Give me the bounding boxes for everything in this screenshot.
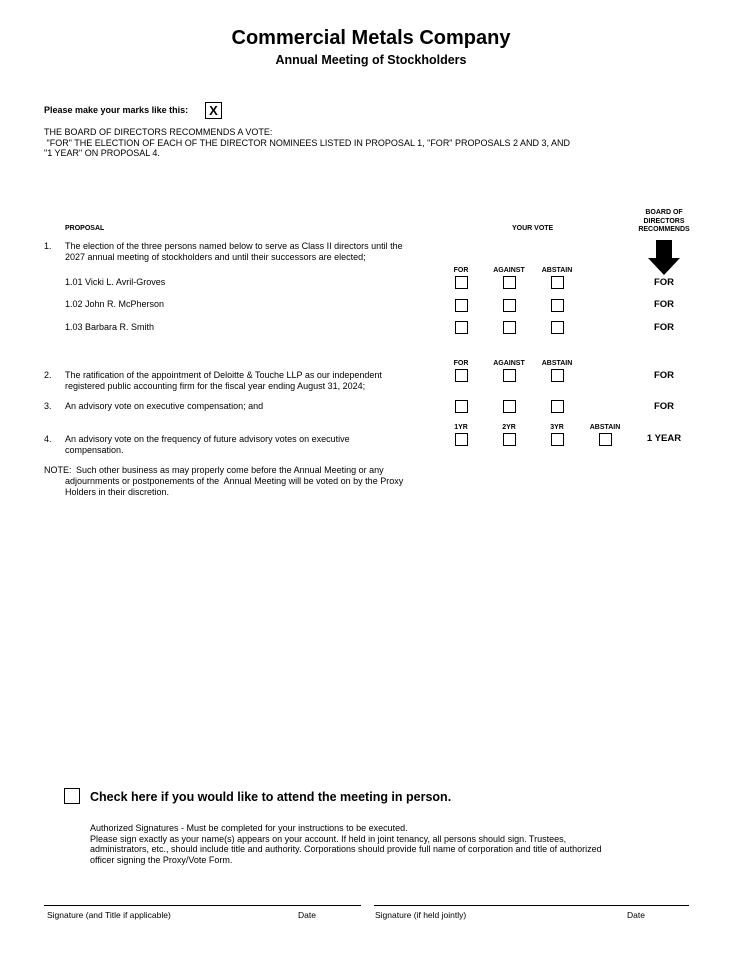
option-label-abstain: ABSTAIN bbox=[541, 360, 573, 367]
proposal-number: 4. bbox=[44, 434, 52, 444]
proposal-line: compensation. bbox=[65, 445, 124, 455]
proposal-4-2yr-checkbox[interactable] bbox=[503, 433, 516, 446]
recommendation-line: THE BOARD OF DIRECTORS RECOMMENDS A VOTE: bbox=[44, 127, 273, 137]
note-line: Such other business as may properly come before the Annual Meeting or any bbox=[76, 465, 384, 475]
board-recommendation-value: FOR bbox=[653, 370, 675, 381]
board-header-line: RECOMMENDS bbox=[638, 226, 690, 233]
note-line: Holders in their discretion. bbox=[65, 487, 170, 497]
board-recommendation-value: FOR bbox=[653, 277, 675, 288]
proposal-4-abstain-checkbox[interactable] bbox=[599, 433, 612, 446]
date-label: Date bbox=[298, 910, 316, 920]
signature-line[interactable] bbox=[44, 905, 361, 906]
authorized-line: administrators, etc., should include title and authority. Corporations should provide full name of corporation and title of authorized bbox=[90, 844, 602, 854]
board-recommendation-value: FOR bbox=[653, 299, 675, 310]
signature-label: Signature (and Title if applicable) bbox=[47, 910, 171, 920]
proposal-line: registered public accounting firm for the fiscal year ending August 31, 2024; bbox=[65, 381, 366, 391]
option-label-abstain: ABSTAIN bbox=[541, 267, 573, 274]
board-header-line: DIRECTORS bbox=[643, 217, 685, 225]
board-recommendation-value: 1 YEAR bbox=[646, 433, 682, 444]
nominee-3-abstain-checkbox[interactable] bbox=[551, 321, 564, 334]
proposal-number: 2. bbox=[44, 370, 52, 380]
proposal-4-text bbox=[65, 434, 350, 456]
marks-instruction: Please make your marks like this: bbox=[44, 105, 189, 115]
attend-meeting-checkbox[interactable] bbox=[64, 788, 80, 804]
nominee-2-for-checkbox[interactable] bbox=[455, 299, 468, 312]
nominee-1-for-checkbox[interactable] bbox=[455, 276, 468, 289]
proposal-2-text bbox=[65, 370, 382, 392]
proposal-2-abstain-checkbox[interactable] bbox=[551, 369, 564, 382]
example-mark-box: X bbox=[205, 102, 222, 119]
board-header-line: BOARD OF bbox=[645, 209, 683, 216]
proposal-line: An advisory vote on the frequency of future advisory votes on executive bbox=[65, 434, 350, 444]
option-label-against: AGAINST bbox=[493, 360, 525, 367]
option-label-1yr: 1YR bbox=[454, 424, 468, 431]
arrow-down-icon bbox=[647, 240, 681, 276]
option-label-against: AGAINST bbox=[493, 267, 525, 274]
date-label: Date bbox=[627, 910, 645, 920]
nominee-3-for-checkbox[interactable] bbox=[455, 321, 468, 334]
proposal-line: 2027 annual meeting of stockholders and until their successors are elected; bbox=[65, 252, 366, 262]
option-label-3yr: 3YR bbox=[550, 424, 564, 431]
proposal-3-text: An advisory vote on executive compensation; and bbox=[65, 401, 264, 411]
page-title: Commercial Metals Company bbox=[231, 27, 511, 49]
authorized-line: officer signing the Proxy/Vote Form. bbox=[90, 854, 233, 865]
option-label-2yr: 2YR bbox=[502, 424, 516, 431]
nominee-1-abstain-checkbox[interactable] bbox=[551, 276, 564, 289]
your-vote-column-header: YOUR VOTE bbox=[512, 225, 554, 232]
proposal-3-against-checkbox[interactable] bbox=[503, 400, 516, 413]
proposal-2-for-checkbox[interactable] bbox=[455, 369, 468, 382]
board-recommendation-value: FOR bbox=[653, 401, 675, 412]
joint-signature-line[interactable] bbox=[374, 905, 689, 906]
authorized-line: Please sign exactly as your name(s) appears on your account. If held in joint tenancy, all persons should sign. Trustees, bbox=[90, 833, 567, 844]
nominee-name: 1.02 John R. McPherson bbox=[65, 299, 165, 309]
page-subtitle: Annual Meeting of Stockholders bbox=[275, 53, 467, 67]
authorized-signatures-text bbox=[90, 823, 690, 865]
proposal-2-against-checkbox[interactable] bbox=[503, 369, 516, 382]
note-label: NOTE: bbox=[44, 465, 72, 475]
option-label-for: FOR bbox=[453, 360, 469, 367]
note-text bbox=[76, 465, 384, 476]
proposal-3-for-checkbox[interactable] bbox=[455, 400, 468, 413]
proposal-line: The ratification of the appointment of Deloitte & Touche LLP as our independent bbox=[65, 370, 382, 380]
note-text-continued bbox=[65, 476, 403, 498]
attend-meeting-label: Check here if you would like to attend the meeting in person. bbox=[90, 790, 452, 804]
nominee-3-against-checkbox[interactable] bbox=[503, 321, 516, 334]
proposal-4-1yr-checkbox[interactable] bbox=[455, 433, 468, 446]
board-recommends-header bbox=[634, 209, 694, 235]
nominee-2-against-checkbox[interactable] bbox=[503, 299, 516, 312]
recommendation-line: "1 YEAR" ON PROPOSAL 4. bbox=[44, 148, 160, 158]
proposal-4-3yr-checkbox[interactable] bbox=[551, 433, 564, 446]
option-label-abstain: ABSTAIN bbox=[589, 424, 621, 431]
option-label-for: FOR bbox=[453, 267, 469, 274]
proposal-line: The election of the three persons named below to serve as Class II directors until the bbox=[65, 241, 403, 251]
nominee-2-abstain-checkbox[interactable] bbox=[551, 299, 564, 312]
board-recommendation bbox=[44, 127, 570, 159]
recommendation-line: "FOR" THE ELECTION OF EACH OF THE DIRECTOR NOMINEES LISTED IN PROPOSAL 1, "FOR" PROPOSALS 2 AND 3, AND bbox=[44, 137, 571, 148]
proposal-1-text bbox=[65, 241, 403, 263]
joint-signature-label: Signature (if held jointly) bbox=[375, 910, 467, 920]
proposal-3-abstain-checkbox[interactable] bbox=[551, 400, 564, 413]
nominee-name: 1.01 Vicki L. Avril-Groves bbox=[65, 277, 166, 287]
proposal-number: 3. bbox=[44, 401, 52, 411]
nominee-name: 1.03 Barbara R. Smith bbox=[65, 322, 155, 332]
board-recommendation-value: FOR bbox=[653, 322, 675, 333]
nominee-1-against-checkbox[interactable] bbox=[503, 276, 516, 289]
note-line: adjournments or postponements of the Annual Meeting will be voted on by the Proxy bbox=[65, 476, 404, 486]
authorized-line: Authorized Signatures - Must be completed for your instructions to be executed. bbox=[90, 823, 408, 833]
proposal-column-header: PROPOSAL bbox=[65, 225, 105, 232]
proposal-number: 1. bbox=[44, 241, 52, 251]
